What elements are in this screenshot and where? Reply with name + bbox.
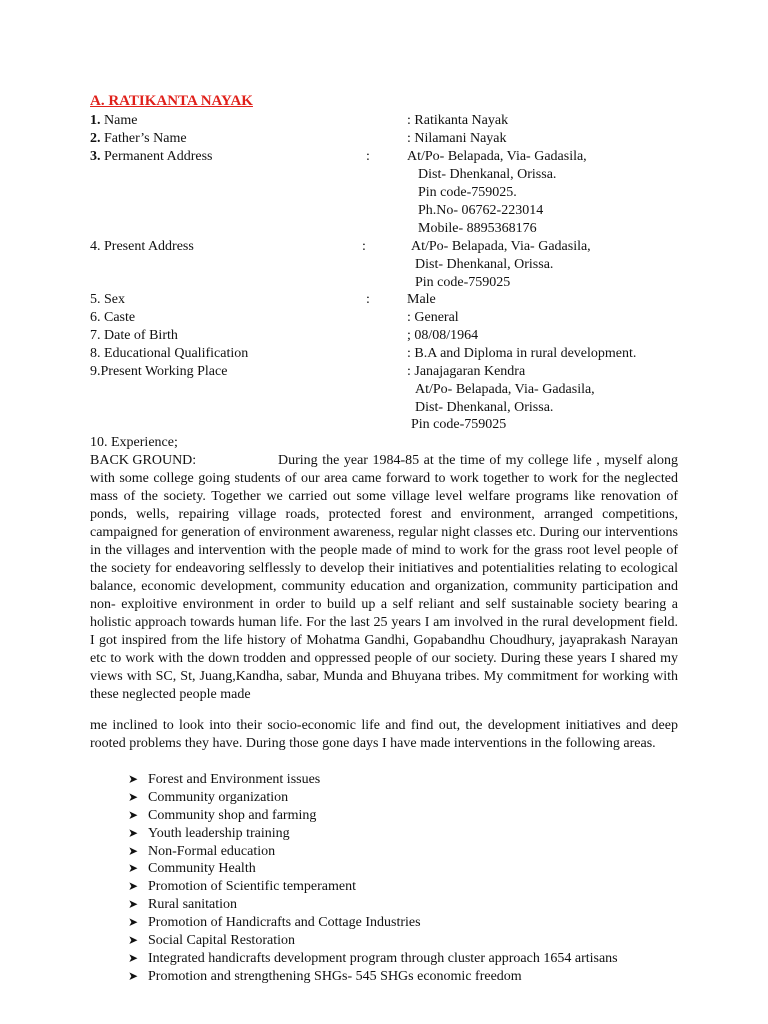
- experience-heading: 10. Experience;: [90, 435, 178, 450]
- list-item: ➤ Youth leadership training: [128, 825, 290, 841]
- list-item: ➤ Community Health: [128, 861, 256, 877]
- permanent-address-line: Pin code-759025.: [418, 185, 517, 200]
- arrow-bullet-icon: ➤: [128, 772, 139, 786]
- working-place-line: Pin code-759025: [411, 417, 507, 432]
- field-permanent-address-sep: :: [366, 149, 370, 164]
- arrow-bullet-icon: ➤: [128, 843, 139, 858]
- list-item: ➤ Social Capital Restoration: [128, 933, 295, 949]
- field-caste-value: : General: [407, 310, 459, 325]
- field-caste-label: 6. Caste: [90, 310, 136, 325]
- field-father-name-label: 2. Father’s Name: [90, 131, 187, 146]
- field-dob-value: ; 08/08/1964: [407, 328, 479, 343]
- arrow-bullet-icon: ➤: [128, 968, 139, 983]
- background-label: BACK GROUND:: [90, 453, 197, 468]
- list-item: ➤ Forest and Environment issues: [128, 772, 321, 787]
- list-item: ➤ Community organization: [128, 789, 289, 805]
- field-present-address-value: At/Po- Belapada, Via- Gadasila,: [411, 239, 591, 254]
- field-sex-label: 5. Sex: [90, 292, 125, 307]
- field-working-place-label: 9.Present Working Place: [90, 364, 228, 379]
- field-name-value: : Ratikanta Nayak: [407, 113, 509, 128]
- permanent-address-line: Ph.No- 06762-223014: [418, 203, 544, 218]
- permanent-address-line: Mobile- 8895368176: [418, 221, 537, 236]
- arrow-bullet-icon: ➤: [128, 879, 139, 894]
- list-item: ➤ Community shop and farming: [128, 807, 317, 823]
- working-place-line: At/Po- Belapada, Via- Gadasila,: [415, 382, 595, 397]
- field-sex-sep: :: [366, 292, 370, 307]
- intervention-areas-list: [128, 771, 618, 986]
- list-item: ➤ Promotion and strengthening SHGs- 545 SHGs economic freedom: [128, 968, 522, 984]
- interventions-paragraph: me inclined to look into their socio-economic life and find out, the development initiatives and deep rooted problems they have. During those gone days I have made interventions in the following areas.: [90, 718, 678, 751]
- field-working-place-value: : Janajagaran Kendra: [407, 364, 526, 379]
- background-text: During the year 1984-85 at the time of my college life , myself along with some college going students of our area came forward to work together to work for the neglected mass of the society. Together we carried out some village level welfare programs like renovation of ponds, wells, repairing village roads, protected forest and environment, arranged competitions, campaigned for generation of environment awareness, regular night classes etc. During our interventions in the villages and intervention with the people made of mind to work for the grass root level people of the society for endeavoring selflessly to develop their initiatives and potentialities relating to ecological balance, economic development, community education and organization, community participation and non- exploitive environment in order to build up a self reliant and self sustainable society bearing a holistic approach towards human life. For the last 25 years I am involved in the rural development field. I got inspired from the life history of Mohatma Gandhi, Gopabandhu Choudhury, jayaprakash Narayan etc to work with the down trodden and oppressed people of our society. During these years I shared my views with SC, St, Juang,Kandha, sabar, Munda and Bhuyana tribes. My commitment for working with these neglected people made: [90, 453, 678, 702]
- list-item: ➤ Non-Formal education: [128, 843, 276, 859]
- field-permanent-address-value: At/Po- Belapada, Via- Gadasila,: [407, 149, 587, 164]
- field-permanent-address-label: 3. Permanent Address: [90, 149, 213, 164]
- arrow-bullet-icon: ➤: [128, 789, 139, 804]
- field-present-address-label: 4. Present Address: [90, 239, 194, 254]
- field-education-value: : B.A and Diploma in rural development.: [407, 346, 637, 361]
- field-father-name-value: : Nilamani Nayak: [407, 131, 507, 146]
- arrow-bullet-icon: ➤: [128, 933, 139, 948]
- arrow-bullet-icon: ➤: [128, 915, 139, 930]
- list-item: ➤ Rural sanitation: [128, 897, 238, 913]
- working-place-line: Dist- Dhenkanal, Orissa.: [415, 400, 554, 415]
- arrow-bullet-icon: ➤: [128, 897, 139, 912]
- field-present-address-sep: :: [362, 239, 366, 254]
- field-dob-label: 7. Date of Birth: [90, 328, 178, 343]
- list-item: ➤ Promotion of Handicrafts and Cottage Industries: [128, 915, 421, 931]
- background-paragraph: [90, 452, 678, 704]
- arrow-bullet-icon: ➤: [128, 807, 139, 822]
- field-name-label: 1. Name: [90, 113, 138, 128]
- page-title: A. RATIKANTA NAYAK: [90, 93, 253, 109]
- list-item: ➤ Integrated handicrafts development program through cluster approach 1654 artisans: [128, 950, 618, 966]
- field-education-label: 8. Educational Qualification: [90, 346, 249, 361]
- list-item: ➤ Promotion of Scientific temperament: [128, 879, 357, 895]
- arrow-bullet-icon: ➤: [128, 861, 139, 876]
- permanent-address-line: Dist- Dhenkanal, Orissa.: [418, 167, 557, 182]
- present-address-line: Dist- Dhenkanal, Orissa.: [415, 257, 554, 272]
- arrow-bullet-icon: ➤: [128, 825, 139, 840]
- arrow-bullet-icon: ➤: [128, 950, 139, 965]
- present-address-line: Pin code-759025: [415, 275, 511, 290]
- field-sex-value: Male: [407, 292, 436, 307]
